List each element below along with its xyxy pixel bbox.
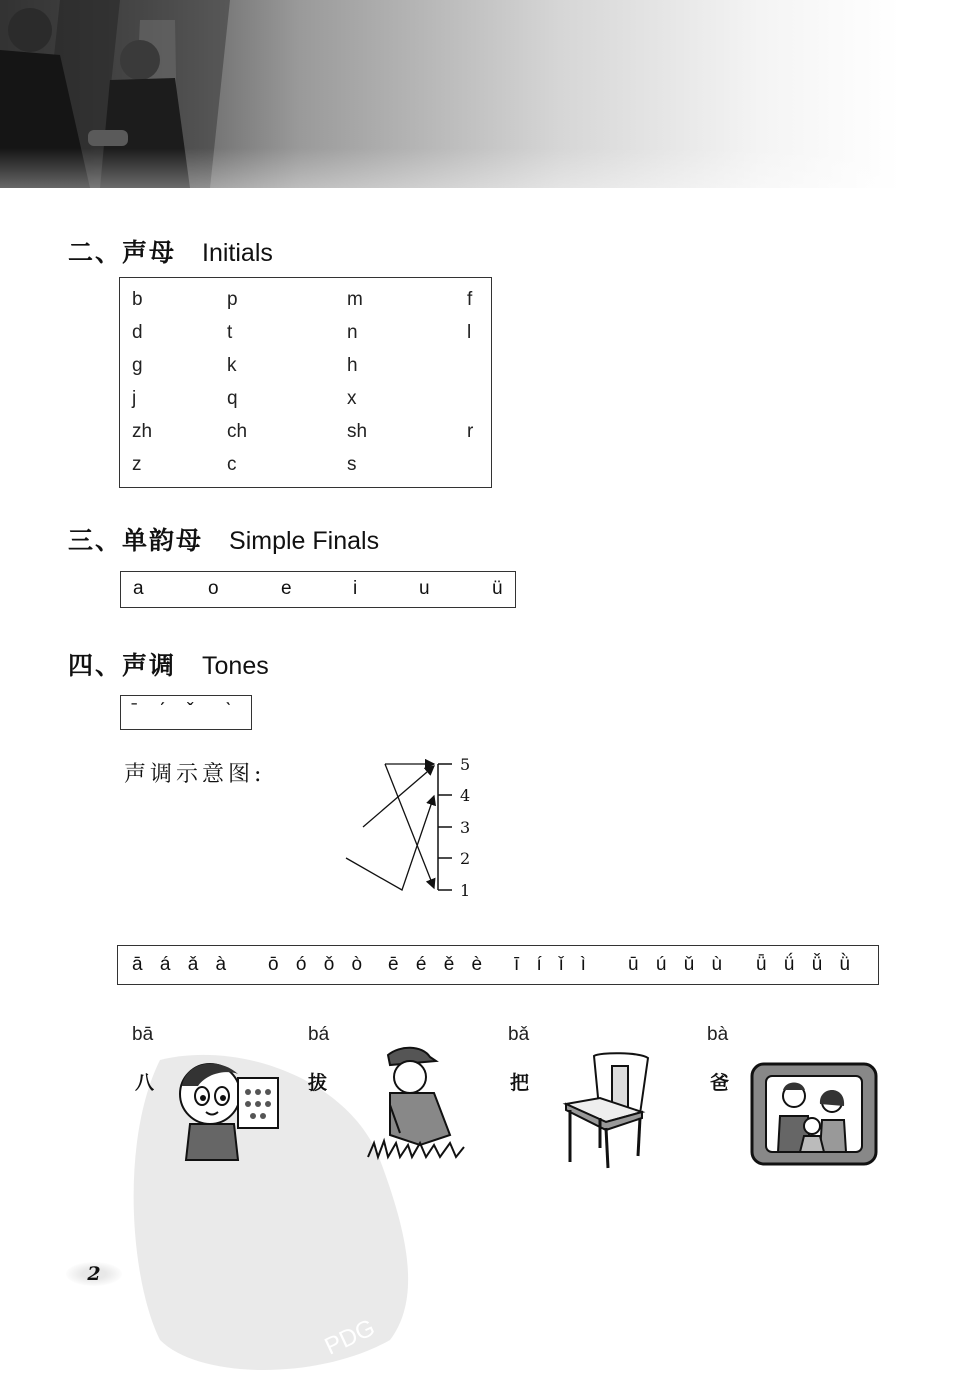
finals-heading-en: Simple Finals xyxy=(229,527,380,555)
initial-cell: g xyxy=(132,355,143,376)
example-hanzi: 爸 xyxy=(710,1072,730,1094)
scale-5: 5 xyxy=(460,755,471,774)
final-cell: o xyxy=(208,578,219,599)
initial-cell: t xyxy=(227,322,233,343)
initial-cell: d xyxy=(132,322,143,343)
example-pinyin: bǎ xyxy=(508,1024,530,1045)
initials-heading-cn: 二、声母 xyxy=(68,238,177,267)
man-pulling-grass-icon xyxy=(360,1045,470,1170)
initial-cell: c xyxy=(227,454,237,475)
initials-heading xyxy=(68,233,273,269)
initial-cell: f xyxy=(467,289,473,310)
initial-cell: h xyxy=(347,355,358,376)
initial-cell: l xyxy=(467,322,472,343)
example-pinyin: bà xyxy=(707,1024,729,1045)
initial-cell: sh xyxy=(347,421,368,442)
final-cell: a xyxy=(133,578,144,599)
finals-table xyxy=(120,571,516,608)
initial-cell: n xyxy=(347,322,358,343)
example-pinyin: bā xyxy=(132,1024,154,1045)
family-picture-frame-icon xyxy=(750,1062,878,1166)
initial-cell: zh xyxy=(132,421,153,442)
tone-mark: ˋ xyxy=(225,700,232,722)
tones-heading-cn: 四、声调 xyxy=(68,651,177,680)
initial-cell: q xyxy=(227,388,238,409)
initial-cell: k xyxy=(227,355,237,376)
watermark-text: PDG xyxy=(320,1314,380,1361)
tone3-contour xyxy=(346,796,434,890)
tone-group-e: ē é ě è xyxy=(388,954,489,975)
initial-cell: r xyxy=(467,421,474,442)
scale-4: 4 xyxy=(460,786,471,805)
final-cell: u xyxy=(419,578,430,599)
tone-group-a: ā á ǎ à xyxy=(132,954,233,975)
scale-3: 3 xyxy=(460,818,471,837)
initial-cell: b xyxy=(132,289,143,310)
final-cell: ü xyxy=(492,578,503,599)
tones-heading-en: Tones xyxy=(202,652,269,680)
initial-cell: x xyxy=(347,388,357,409)
tone-mark: ˉ xyxy=(131,700,138,722)
tone-marks-box xyxy=(120,695,252,730)
tone-group-v: ǖ ǘ ǚ ǜ xyxy=(756,954,857,975)
initial-cell: ch xyxy=(227,421,248,442)
initials-heading-en: Initials xyxy=(202,239,273,267)
initial-cell: m xyxy=(347,289,363,310)
scale-2: 2 xyxy=(460,849,471,868)
page-number: 2 xyxy=(66,1262,122,1286)
tone-mark: ˇ xyxy=(187,700,194,722)
example-hanzi: 把 xyxy=(510,1072,530,1094)
banner-fade xyxy=(0,148,960,188)
chair-icon xyxy=(560,1052,655,1172)
final-cell: e xyxy=(281,578,292,599)
initial-cell: z xyxy=(132,454,142,475)
tone-group-u: ū ú ǔ ù xyxy=(628,954,729,975)
initial-cell: j xyxy=(132,388,137,409)
tone-marks-table xyxy=(117,945,879,985)
tone-group-i: ī í ǐ ì xyxy=(514,954,592,975)
example-hanzi: 拔 xyxy=(308,1072,328,1094)
initial-cell: p xyxy=(227,289,238,310)
example-pinyin: bá xyxy=(308,1024,330,1045)
tone-diagram-label: 声调示意图: xyxy=(124,762,266,787)
header-banner xyxy=(0,0,960,188)
final-cell: i xyxy=(353,578,358,599)
initial-cell: s xyxy=(347,454,357,475)
finals-heading xyxy=(68,521,379,557)
example-hanzi: 八 xyxy=(135,1072,155,1094)
boy-holding-card-icon xyxy=(168,1052,288,1162)
tones-heading xyxy=(68,646,269,682)
initials-table xyxy=(119,277,492,488)
tone-mark: ˊ xyxy=(159,700,166,722)
tone-contour-diagram xyxy=(330,750,480,905)
scale-1: 1 xyxy=(460,881,471,900)
tone-group-o: ō ó ǒ ò xyxy=(268,954,369,975)
finals-heading-cn: 三、单韵母 xyxy=(68,526,204,555)
